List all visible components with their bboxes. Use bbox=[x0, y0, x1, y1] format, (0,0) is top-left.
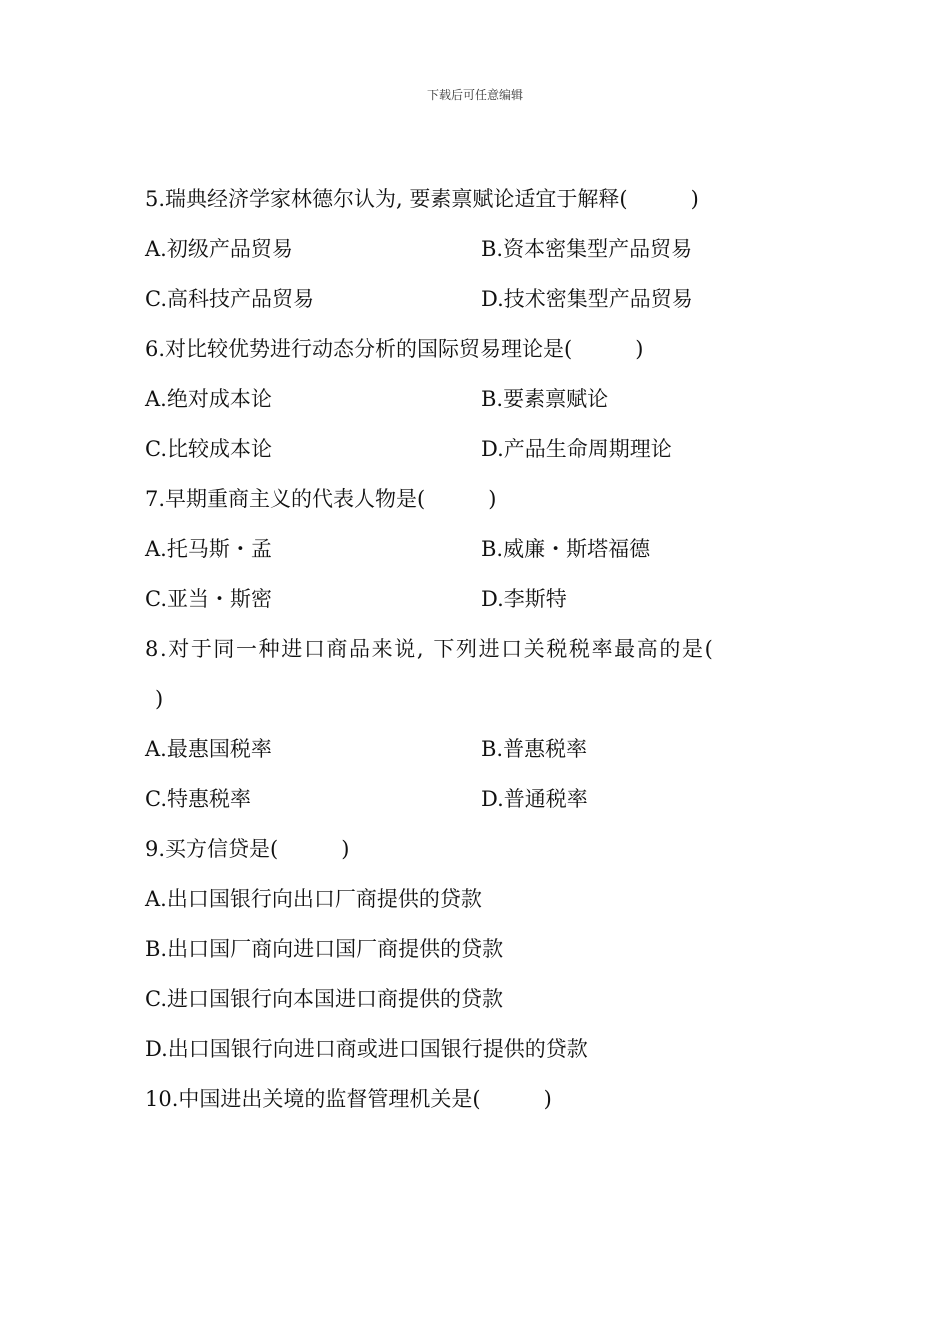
option-d: D.普通税率 bbox=[481, 787, 588, 811]
question-stem: 5.瑞典经济学家林德尔认为, 要素禀赋论适宜于解释( ) bbox=[145, 187, 699, 211]
option-a: A.绝对成本论 bbox=[145, 387, 272, 411]
option-row bbox=[145, 730, 825, 780]
option-a: A.初级产品贸易 bbox=[145, 237, 293, 261]
option-d: D.产品生命周期理论 bbox=[481, 437, 672, 461]
option-row bbox=[145, 280, 825, 330]
option-b: B.普惠税率 bbox=[481, 737, 588, 761]
option-c: C.亚当・斯密 bbox=[145, 587, 272, 611]
option-a: A.最惠国税率 bbox=[145, 737, 272, 761]
option-b: B.威廉・斯塔福德 bbox=[481, 537, 651, 561]
option-row bbox=[145, 230, 825, 280]
option-b: B.资本密集型产品贸易 bbox=[481, 237, 693, 261]
option-d: D.出口国银行向进口商或进口国银行提供的贷款 bbox=[145, 1037, 588, 1061]
option-row bbox=[145, 530, 825, 580]
option-row bbox=[145, 430, 825, 480]
option-b: B.要素禀赋论 bbox=[481, 387, 609, 411]
option-c: C.特惠税率 bbox=[145, 787, 251, 811]
option-row bbox=[145, 580, 825, 630]
option-row bbox=[145, 780, 825, 830]
question-stem: 7.早期重商主义的代表人物是( ) bbox=[145, 487, 497, 511]
question-stem: 8.对于同一种进口商品来说, 下列进口关税税率最高的是( bbox=[145, 637, 715, 661]
option-b: B.出口国厂商向进口国厂商提供的贷款 bbox=[145, 937, 504, 961]
question-stem: 10.中国进出关境的监督管理机关是( ) bbox=[145, 1087, 552, 1111]
option-row bbox=[145, 380, 825, 430]
question-stem: 9.买方信贷是( ) bbox=[145, 837, 350, 861]
question-stem: 6.对比较优势进行动态分析的国际贸易理论是( ) bbox=[145, 337, 644, 361]
option-a: A.托马斯・孟 bbox=[145, 537, 272, 561]
question-stem-continuation: ) bbox=[155, 687, 164, 711]
option-d: D.技术密集型产品贸易 bbox=[481, 287, 693, 311]
option-c: C.高科技产品贸易 bbox=[145, 287, 314, 311]
option-a: A.出口国银行向出口厂商提供的贷款 bbox=[145, 887, 482, 911]
page-header: 下载后可任意编辑 bbox=[426, 88, 523, 102]
option-c: C.进口国银行向本国进口商提供的贷款 bbox=[145, 987, 503, 1011]
document-body bbox=[145, 180, 825, 1130]
option-c: C.比较成本论 bbox=[145, 437, 272, 461]
option-d: D.李斯特 bbox=[481, 587, 567, 611]
